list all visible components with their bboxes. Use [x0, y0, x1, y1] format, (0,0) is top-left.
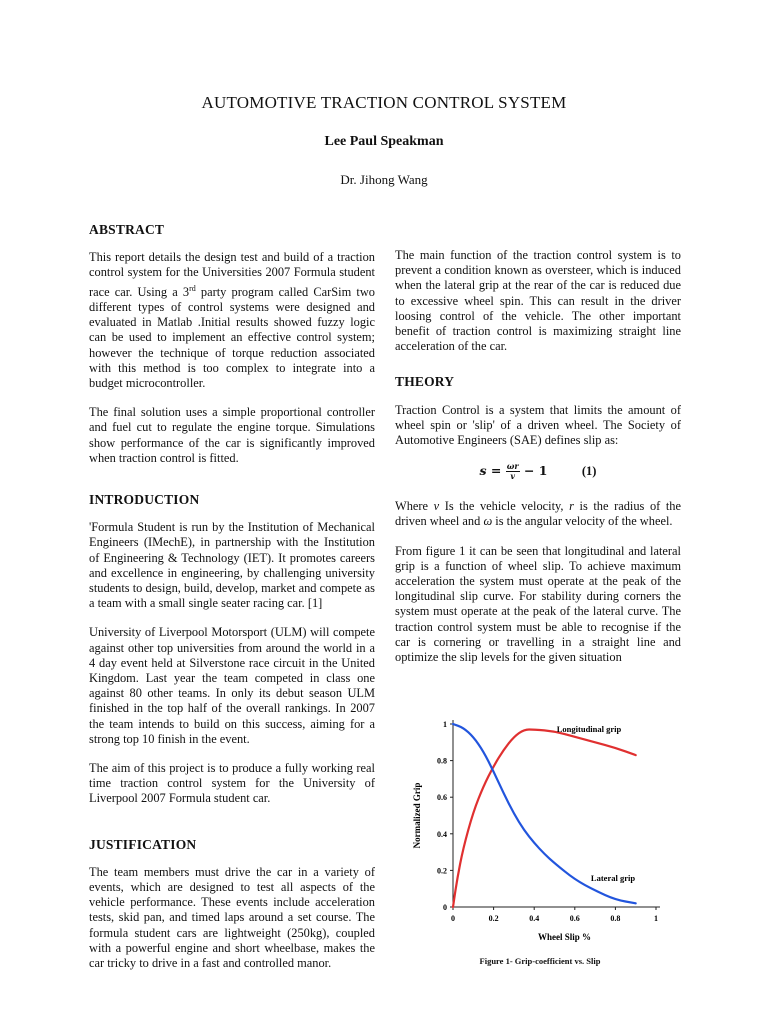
author-name: Lee Paul Speakman — [324, 134, 444, 149]
chart-svg — [395, 700, 685, 950]
introduction-paragraph-1: 'Formula Student is run by the Institution of Mechanical Engineers (IMechE), in partnership with the Institution of Engineering & Technology (IET). It promotes careers and excellence in engineering, by challenging university students to design, build, develop, market and compete as a team with a small single seater racing car. [1] — [89, 520, 375, 611]
y-tick-label: 0.4 — [437, 829, 447, 839]
abstract-paragraph-2: The final solution uses a simple proportional controller and fuel cut to regulate the engine torque. Simulations show performance of the car is significantly improved when traction control is fitted. — [89, 405, 375, 465]
right-intro-paragraph: The main function of the traction control system is to prevent a condition known as oversteer, which is induced when the lateral grip at the rear of the car is reduced due to excessive wheel spin. This can result in the driver loosing control of the vehicle. The other important benefit of traction control is maximizing straight line acceleration of the car. — [395, 248, 681, 354]
theory-paragraph-3: From figure 1 it can be seen that longitudinal and lateral grip is a function of wheel slip. To achieve maximum acceleration the system must operate at the peak of the longitudinal slip curve. For stability during corners the system must operate at the peak of the lateral curve. The traction control system must be able to recognise if the car is cornering or travelling in a straight line and optimize the slip levels for the given situation — [395, 543, 681, 665]
x-tick-label: 0.4 — [529, 914, 540, 923]
left-column — [89, 220, 375, 985]
x-tick-label: 0.6 — [569, 914, 580, 923]
justification-paragraph-1: The team members must drive the car in a variety of events, which are designed to test all aspects of the vehicle performance. These events include acceleration tests, skid pan, and timed laps around a set course. The formula student cars are lightweight (250kg), coupled with a powerful engine and short wheelbase, makes the car tricky to drive in a fast and controlled manor. — [89, 864, 375, 971]
x-tick-label: 0.2 — [488, 914, 499, 923]
y-tick-label: 0 — [443, 903, 447, 912]
right-column — [395, 248, 681, 679]
figure-caption: Figure 1- Grip-coefficient vs. Slip — [479, 956, 601, 966]
abstract-paragraph-1: This report details the design test and build of a traction control system for the Universities 2007 Formula student race car. Using a 3rd party program called CarSim two different types of control systems were designed and evaluated in Matlab .Initial results showed fuzzy logic can be used to implement an effective control system; however the technique of torque reduction associated with this method is too complex to integrate into a budget microcontroller. — [89, 250, 376, 390]
grip-slip-chart — [395, 700, 685, 970]
theory-paragraph-1: Traction Control is a system that limits the amount of wheel spin or 'slip' of a driven wheel. The Society of Automotive Engineers (SAE) defines slip as: — [395, 402, 681, 448]
supervisor-name: Dr. Jihong Wang — [340, 172, 428, 187]
introduction-heading: INTRODUCTION — [89, 491, 200, 507]
x-tick-label: 0.8 — [610, 914, 621, 923]
abstract-heading: ABSTRACT — [89, 222, 165, 237]
x-tick-label: 1 — [654, 914, 658, 923]
introduction-paragraph-2: University of Liverpool Motorsport (ULM) will compete against other top universities from around the world in a 4 day event held at Silverstone race circuit in the United Kingdom. Last year the team competed in class one against 80 other teams. In only its debut season ULM finished in the top half of the overall rankings. In 2007 the team intends to build on this success, aiming for a strong top 10 finish in the event. — [89, 625, 375, 746]
x-axis-label: Wheel Slip % — [537, 932, 592, 942]
theory-paragraph-2: Where v Is the vehicle velocity, r is the radius of the driven wheel and ω is the angular velocity of the wheel. — [395, 499, 681, 529]
theory-heading: THEORY — [395, 374, 455, 390]
y-axis-label: Normalized Grip — [412, 782, 422, 849]
introduction-paragraph-3: The aim of this project is to produce a fully working real time traction control system for the University of Liverpool 2007 Formula student car. — [89, 761, 375, 806]
justification-heading: JUSTIFICATION — [89, 836, 197, 852]
legend-longitudinal-grip: Longitudinal grip — [556, 724, 622, 734]
paper-title: AUTOMOTIVE TRACTION CONTROL SYSTEM — [201, 93, 567, 112]
x-tick-label: 0 — [451, 914, 455, 923]
y-tick-label: 0.2 — [437, 866, 447, 876]
legend-lateral-grip: Lateral grip — [590, 873, 636, 883]
y-tick-label: 1 — [443, 720, 447, 729]
slip-equation: s = $\frac{\omega r}{v}$ − 1 (1) — [479, 461, 597, 482]
y-tick-label: 0.6 — [437, 793, 447, 803]
y-tick-label: 0.8 — [437, 756, 447, 766]
